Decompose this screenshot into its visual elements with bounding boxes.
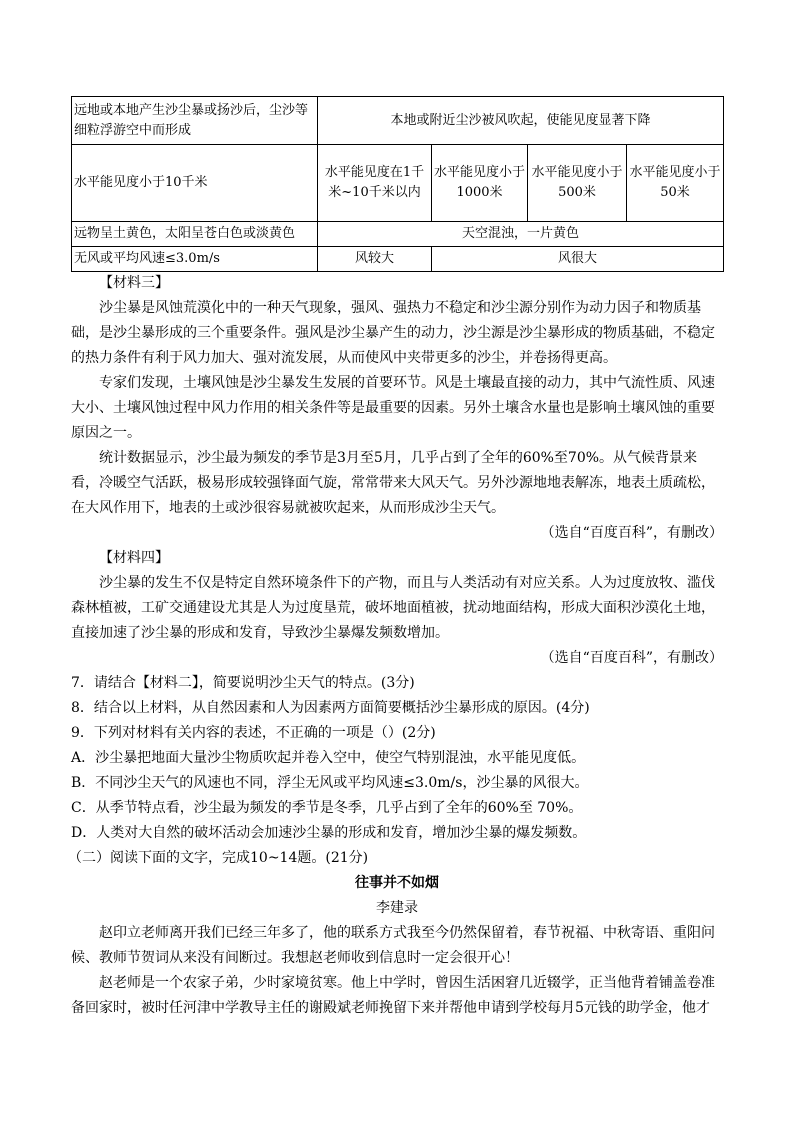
- material4-paragraph-1: 沙尘暴的发生不仅是特定自然环境条件下的产物，而且与人类活动有对应关系。人为过度放牧、滥伐森林植被，工矿交通建设尤其是人为过度垦荒，破坏地面植被，扰动地面结构，形成大面积沙漠化土地，直接加速了沙尘暴的形成和发育，导致沙尘暴爆发频数增加。: [71, 575, 715, 641]
- table-cell: 水平能见度小于10千米: [72, 145, 318, 222]
- dust-weather-table: [71, 96, 724, 272]
- table-cell: 水平能见度小于1000米: [432, 145, 528, 222]
- table-cell: 本地或附近尘沙被风吹起，使能见度显著下降: [318, 97, 724, 145]
- table-cell: 风很大: [432, 247, 724, 272]
- option-b: B．不同沙尘天气的风速也不同，浮尘无风或平均风速≤3.0m/s，沙尘暴的风很大。: [71, 775, 589, 791]
- material4-heading: 【材料四】: [99, 550, 169, 566]
- table-cell: 无风或平均风速≤3.0m/s: [72, 247, 318, 272]
- question-8: 8．结合以上材料，从自然因素和人为因素两方面简要概括沙尘暴形成的原因。(4分): [71, 700, 590, 716]
- table-row: [72, 222, 724, 247]
- table-cell: 水平能见度在1千米~10千米以内: [318, 145, 432, 222]
- material4-source: （选自“百度百科”，有删改）: [540, 650, 723, 666]
- article-title: 往事并不如烟: [355, 875, 439, 891]
- article-paragraph-2: 赵老师是一个农家子弟，少时家境贫寒。他上中学时，曾因生活困窘几近辍学，正当他背着铺盖卷准备回家时，被时任河津中学教导主任的谢殿斌老师挽留下来并帮他申请到学校每月5元钱的助学金，他才: [71, 975, 715, 1016]
- material3-paragraph-1: 沙尘暴是风蚀荒漠化中的一种天气现象，强风、强热力不稳定和沙尘源分别作为动力因子和物质基础，是沙尘暴形成的三个重要条件。强风是沙尘暴产生的动力，沙尘源是沙尘暴形成的物质基础，不稳定的热力条件有利于风力加大、强对流发展，从而使风中夹带更多的沙尘，并卷扬得更高。: [71, 300, 715, 366]
- article-paragraph-1: 赵印立老师离开我们已经三年多了，他的联系方式我至今仍然保留着，春节祝福、中秋寄语、重阳问候、教师节贺词从来没有间断过。我想赵老师收到信息时一定会很开心！: [71, 925, 715, 966]
- material3-paragraph-2: 专家们发现，土壤风蚀是沙尘暴发生发展的首要环节。风是土壤最直接的动力，其中气流性质、风速大小、土壤风蚀过程中风力作用的相关条件等是最重要的因素。另外土壤含水量也是影响土壤风蚀的重要原因之一。: [71, 375, 715, 441]
- table-cell: 水平能见度小于50米: [627, 145, 724, 222]
- option-c: C．从季节特点看，沙尘最为频发的季节是冬季，几乎占到了全年的60%至 70%。: [71, 800, 583, 816]
- option-a: A．沙尘暴把地面大量沙尘物质吹起并卷入空中，使空气特别混浊，水平能见度低。: [71, 750, 586, 766]
- material3-heading: 【材料三】: [99, 275, 169, 291]
- question-9: 9．下列对材料有关内容的表述，不正确的一项是（）(2分): [71, 725, 436, 741]
- body-text: [68, 271, 723, 1021]
- article-author: 李建录: [376, 900, 418, 916]
- material3-source: （选自“百度百科”，有删改）: [540, 525, 723, 541]
- section-2-intro: （二）阅读下面的文字，完成10~14题。(21分): [68, 850, 369, 866]
- table-cell: 风较大: [318, 247, 432, 272]
- table-cell: 天空混浊，一片黄色: [318, 222, 724, 247]
- table-row: [72, 145, 724, 222]
- table-cell: 远物呈土黄色，太阳呈苍白色或淡黄色: [72, 222, 318, 247]
- table-row: [72, 97, 724, 145]
- table-cell: 远地或本地产生沙尘暴或扬沙后，尘沙等细粒浮游空中而形成: [72, 97, 318, 145]
- option-d: D．人类对大自然的破坏活动会加速沙尘暴的形成和发育，增加沙尘暴的爆发频数。: [71, 825, 587, 841]
- question-7: 7．请结合【材料二】，简要说明沙尘天气的特点。(3分): [71, 675, 415, 691]
- table-cell: 水平能见度小于500米: [528, 145, 627, 222]
- table-row: [72, 247, 724, 272]
- material3-paragraph-3: 统计数据显示，沙尘最为频发的季节是3月至5月，几乎占到了全年的60%至70%。从气候背景来看，冷暖空气活跃，极易形成较强锋面气旋，常常带来大风天气。另外沙源地地表解冻，地表土质疏松，在大风作用下，地表的土或沙很容易就被吹起来，从而形成沙尘天气。: [71, 450, 715, 516]
